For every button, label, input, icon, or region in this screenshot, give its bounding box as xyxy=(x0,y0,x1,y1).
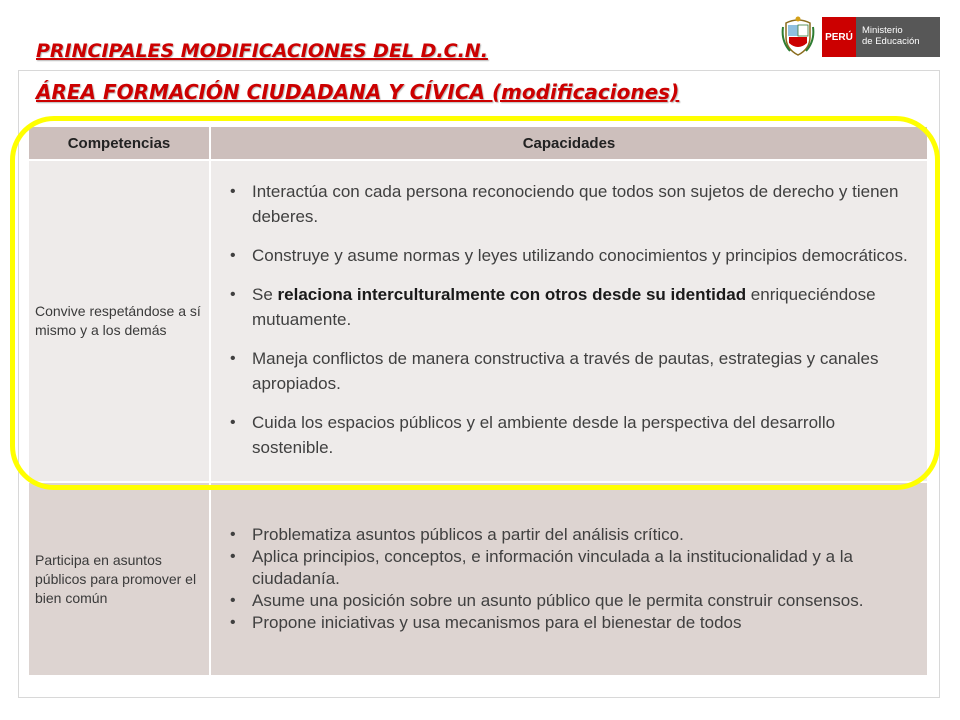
ministry-line1: Ministerio xyxy=(862,25,903,36)
item-prefix: Se xyxy=(252,284,278,304)
list-item: • Asume una posición sobre un asunto público que le permita construir consensos. xyxy=(212,590,926,612)
header-competencias: Competencias xyxy=(29,127,210,160)
list-item xyxy=(212,282,926,332)
table-row xyxy=(29,160,927,482)
capacidades-list xyxy=(212,179,926,460)
table-row xyxy=(29,482,927,675)
ministry-logo xyxy=(780,14,940,60)
list-item: • Propone iniciativas y usa mecanismos para el bienestar de todos xyxy=(212,612,926,634)
competencias-table xyxy=(29,127,927,675)
header-capacidades: Capacidades xyxy=(210,127,927,160)
capacidades-cell xyxy=(210,482,927,675)
competencia-cell: Participa en asuntos públicos para promover el bien común xyxy=(29,482,210,675)
list-item: • Maneja conflictos de manera constructiva a través de pautas, estrategias y canales apropiados. xyxy=(212,346,926,396)
ministry-line2: de Educación xyxy=(862,36,920,47)
list-item: • Problematiza asuntos públicos a partir del análisis crítico. xyxy=(212,524,926,546)
capacidades-list xyxy=(212,524,926,634)
list-item: • Cuida los espacios públicos y el ambiente desde la perspectiva del desarrollo sostenible. xyxy=(212,410,926,460)
capacidades-cell xyxy=(210,160,927,482)
competencia-cell: Convive respetándose a sí mismo y a los demás xyxy=(29,160,210,482)
list-item: • Construye y asume normas y leyes utilizando conocimientos y principios democráticos. xyxy=(212,243,926,268)
list-item: • Interactúa con cada persona reconociendo que todos son sujetos de derecho y tienen deberes. xyxy=(212,179,926,229)
page-title: PRINCIPALES MODIFICACIONES DEL D.C.N. xyxy=(36,40,488,62)
peru-label: PERÚ xyxy=(822,17,856,57)
item-suffix: enriqueciéndose mutuamente. xyxy=(252,284,876,329)
ministry-label xyxy=(856,17,940,57)
page-subtitle: ÁREA FORMACIÓN CIUDADANA Y CÍVICA (modificaciones) xyxy=(36,80,680,104)
item-bold: relaciona interculturalmente con otros desde su identidad xyxy=(277,284,747,304)
coat-of-arms-icon xyxy=(780,15,816,59)
list-item: • Aplica principios, conceptos, e información vinculada a la institucionalidad y a la ciudadanía. xyxy=(212,546,926,590)
